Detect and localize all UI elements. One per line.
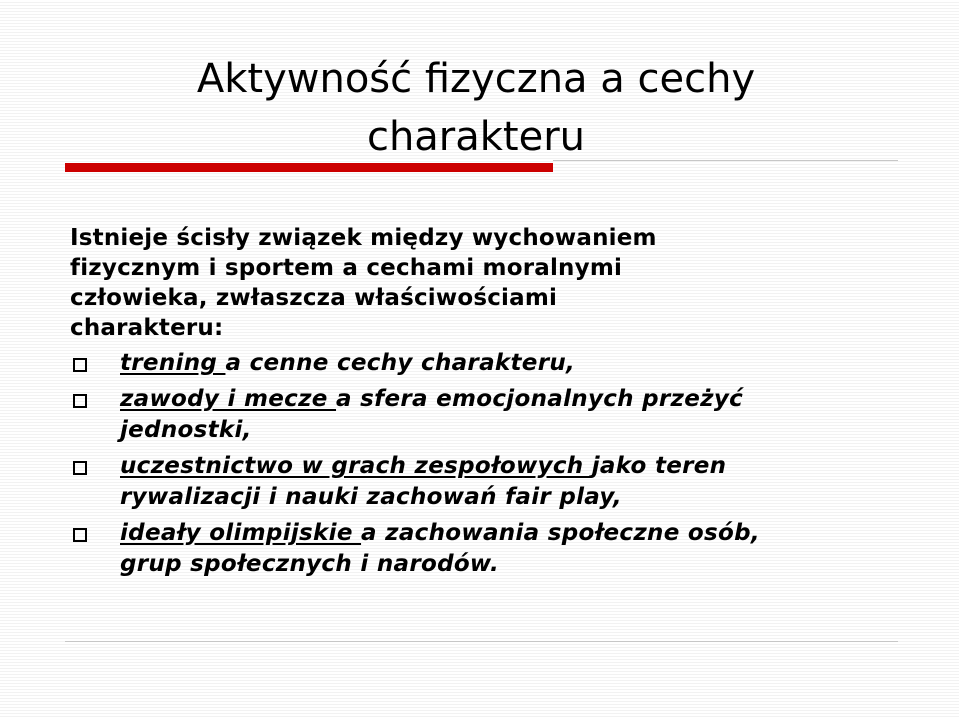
hollow-square-icon (73, 528, 87, 542)
bullet-term: zawody i mecze (120, 386, 337, 412)
footer-rule (65, 641, 898, 642)
list-item (70, 384, 930, 446)
bullet-list (70, 348, 930, 580)
intro-line-4: charakteru: (70, 315, 224, 341)
slide-title-line-1: Aktywność fizyczna a cechy (196, 56, 756, 102)
hollow-square-icon (73, 358, 87, 372)
intro-paragraph (70, 223, 930, 343)
bullet-line (120, 451, 930, 482)
bullet-term: trening (120, 350, 226, 376)
list-item (70, 348, 930, 379)
intro-line-1: Istnieje ścisły związek między wychowaniem (70, 225, 657, 251)
bullet-text: a zachowania społeczne osób, (361, 520, 760, 546)
hollow-square-icon (73, 394, 87, 408)
bullet-text: jako teren (591, 453, 727, 479)
slide-body (70, 223, 930, 580)
bullet-line (120, 348, 930, 379)
list-item (70, 518, 930, 580)
bullet-term: uczestnictwo w grach zespołowych (120, 453, 592, 479)
slide-title (66, 50, 886, 166)
bullet-line (120, 384, 930, 415)
intro-line-3: człowieka, zwłaszcza właściwościami (70, 285, 558, 311)
title-underline-red (65, 163, 553, 172)
bullet-continuation: grup społecznych i narodów. (120, 551, 500, 577)
bullet-text: a cenne cechy charakteru, (225, 350, 576, 376)
title-underline-thin (553, 160, 898, 161)
intro-line-2: fizycznym i sportem a cechami moralnymi (70, 255, 623, 281)
bullet-term: ideały olimpijskie (120, 520, 362, 546)
bullet-continuation: rywalizacji i nauki zachowań fair play, (120, 484, 622, 510)
slide-title-line-2: charakteru (366, 114, 586, 160)
hollow-square-icon (73, 461, 87, 475)
bullet-continuation: jednostki, (120, 417, 252, 443)
list-item (70, 451, 930, 513)
bullet-text: a sfera emocjonalnych przeżyć (336, 386, 744, 412)
bullet-line (120, 518, 930, 549)
